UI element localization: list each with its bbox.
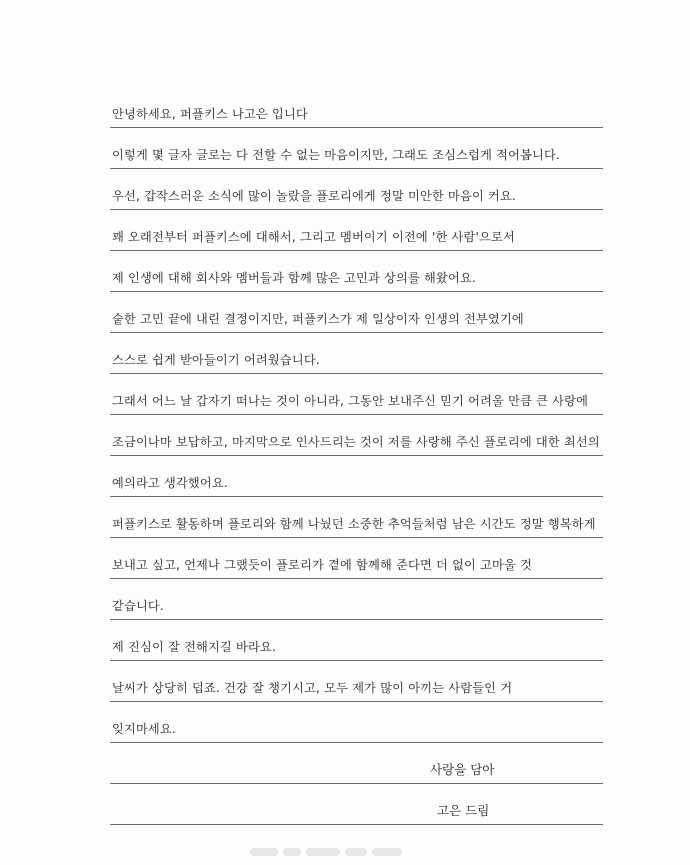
signature-text: 고은 드림: [437, 803, 490, 818]
footer-watermark: [250, 848, 430, 858]
ruled-line: [110, 496, 603, 497]
letter-line-9: 조금이나마 보답하고, 마지막으로 인사드리는 것이 저를 사랑해 주신 플로리에 대한 최선의: [112, 435, 600, 449]
ruled-line: [110, 578, 603, 579]
letter-line-8: 그래서 어느 날 갑자기 떠나는 것이 아니라, 그동안 보내주신 믿기 어려울 만큼 큰 사랑에: [112, 394, 589, 408]
letter-line-3: 우선, 갑작스러운 소식에 많이 놀랐을 플로리에게 정말 미안한 마음이 커요.: [112, 189, 517, 203]
ruled-line: [110, 209, 603, 210]
letter-line-16: 잊지마세요.: [112, 722, 176, 736]
ruled-line: [110, 701, 603, 702]
ruled-line: [110, 619, 603, 620]
letter-line-5: 제 인생에 대해 회사와 멤버들과 함께 많은 고민과 상의를 해왔어요.: [112, 271, 477, 285]
letter-line-6: 숱한 고민 끝에 내린 결정이지만, 퍼플키스가 제 일상이자 인생의 전부였기에: [112, 312, 524, 326]
letter-line-14: 제 진심이 잘 전해지길 바라요.: [112, 640, 277, 654]
ruled-line: [110, 742, 603, 743]
letter-line-1: 안녕하세요, 퍼플키스 나고은 입니다: [112, 107, 308, 121]
ruled-line: [110, 168, 603, 169]
ruled-line: [110, 250, 603, 251]
letter-line-10: 예의라고 생각했어요.: [112, 476, 228, 490]
ruled-line: [110, 455, 603, 456]
letter-line-2: 이렇게 몇 글자 글로는 다 전할 수 없는 마음이지만, 그래도 조심스럽게 적어봅니다.: [112, 148, 561, 162]
ruled-line: [110, 660, 603, 661]
letter-line-11: 퍼플키스로 활동하며 플로리와 함께 나눴던 소중한 추억들처럼 남은 시간도 정말 행복하게: [112, 517, 596, 531]
letter-line-15: 날씨가 상당히 덥죠. 건강 잘 챙기시고, 모두 제가 많이 아끼는 사람들인 거: [112, 681, 513, 695]
closing-text: 사랑을 담아: [430, 762, 495, 777]
ruled-line: [110, 127, 603, 128]
ruled-line: [110, 291, 603, 292]
ruled-line: [110, 537, 603, 538]
ruled-line: [110, 373, 603, 374]
letter-line-12: 보내고 싶고, 언제나 그랬듯이 플로리가 곁에 함께해 준다면 더 없이 고마울 것: [112, 558, 533, 572]
ruled-line: [110, 783, 603, 784]
ruled-line: [110, 332, 603, 333]
letter-line-7: 스스로 쉽게 받아들이기 어려웠습니다.: [112, 353, 320, 367]
letter-line-4: 꽤 오래전부터 퍼플키스에 대해서, 그리고 멤버이기 이전에 '한 사람'으로서: [112, 230, 515, 244]
letter-line-13: 같습니다.: [112, 599, 164, 613]
ruled-line: [110, 824, 603, 825]
ruled-line: [110, 414, 603, 415]
